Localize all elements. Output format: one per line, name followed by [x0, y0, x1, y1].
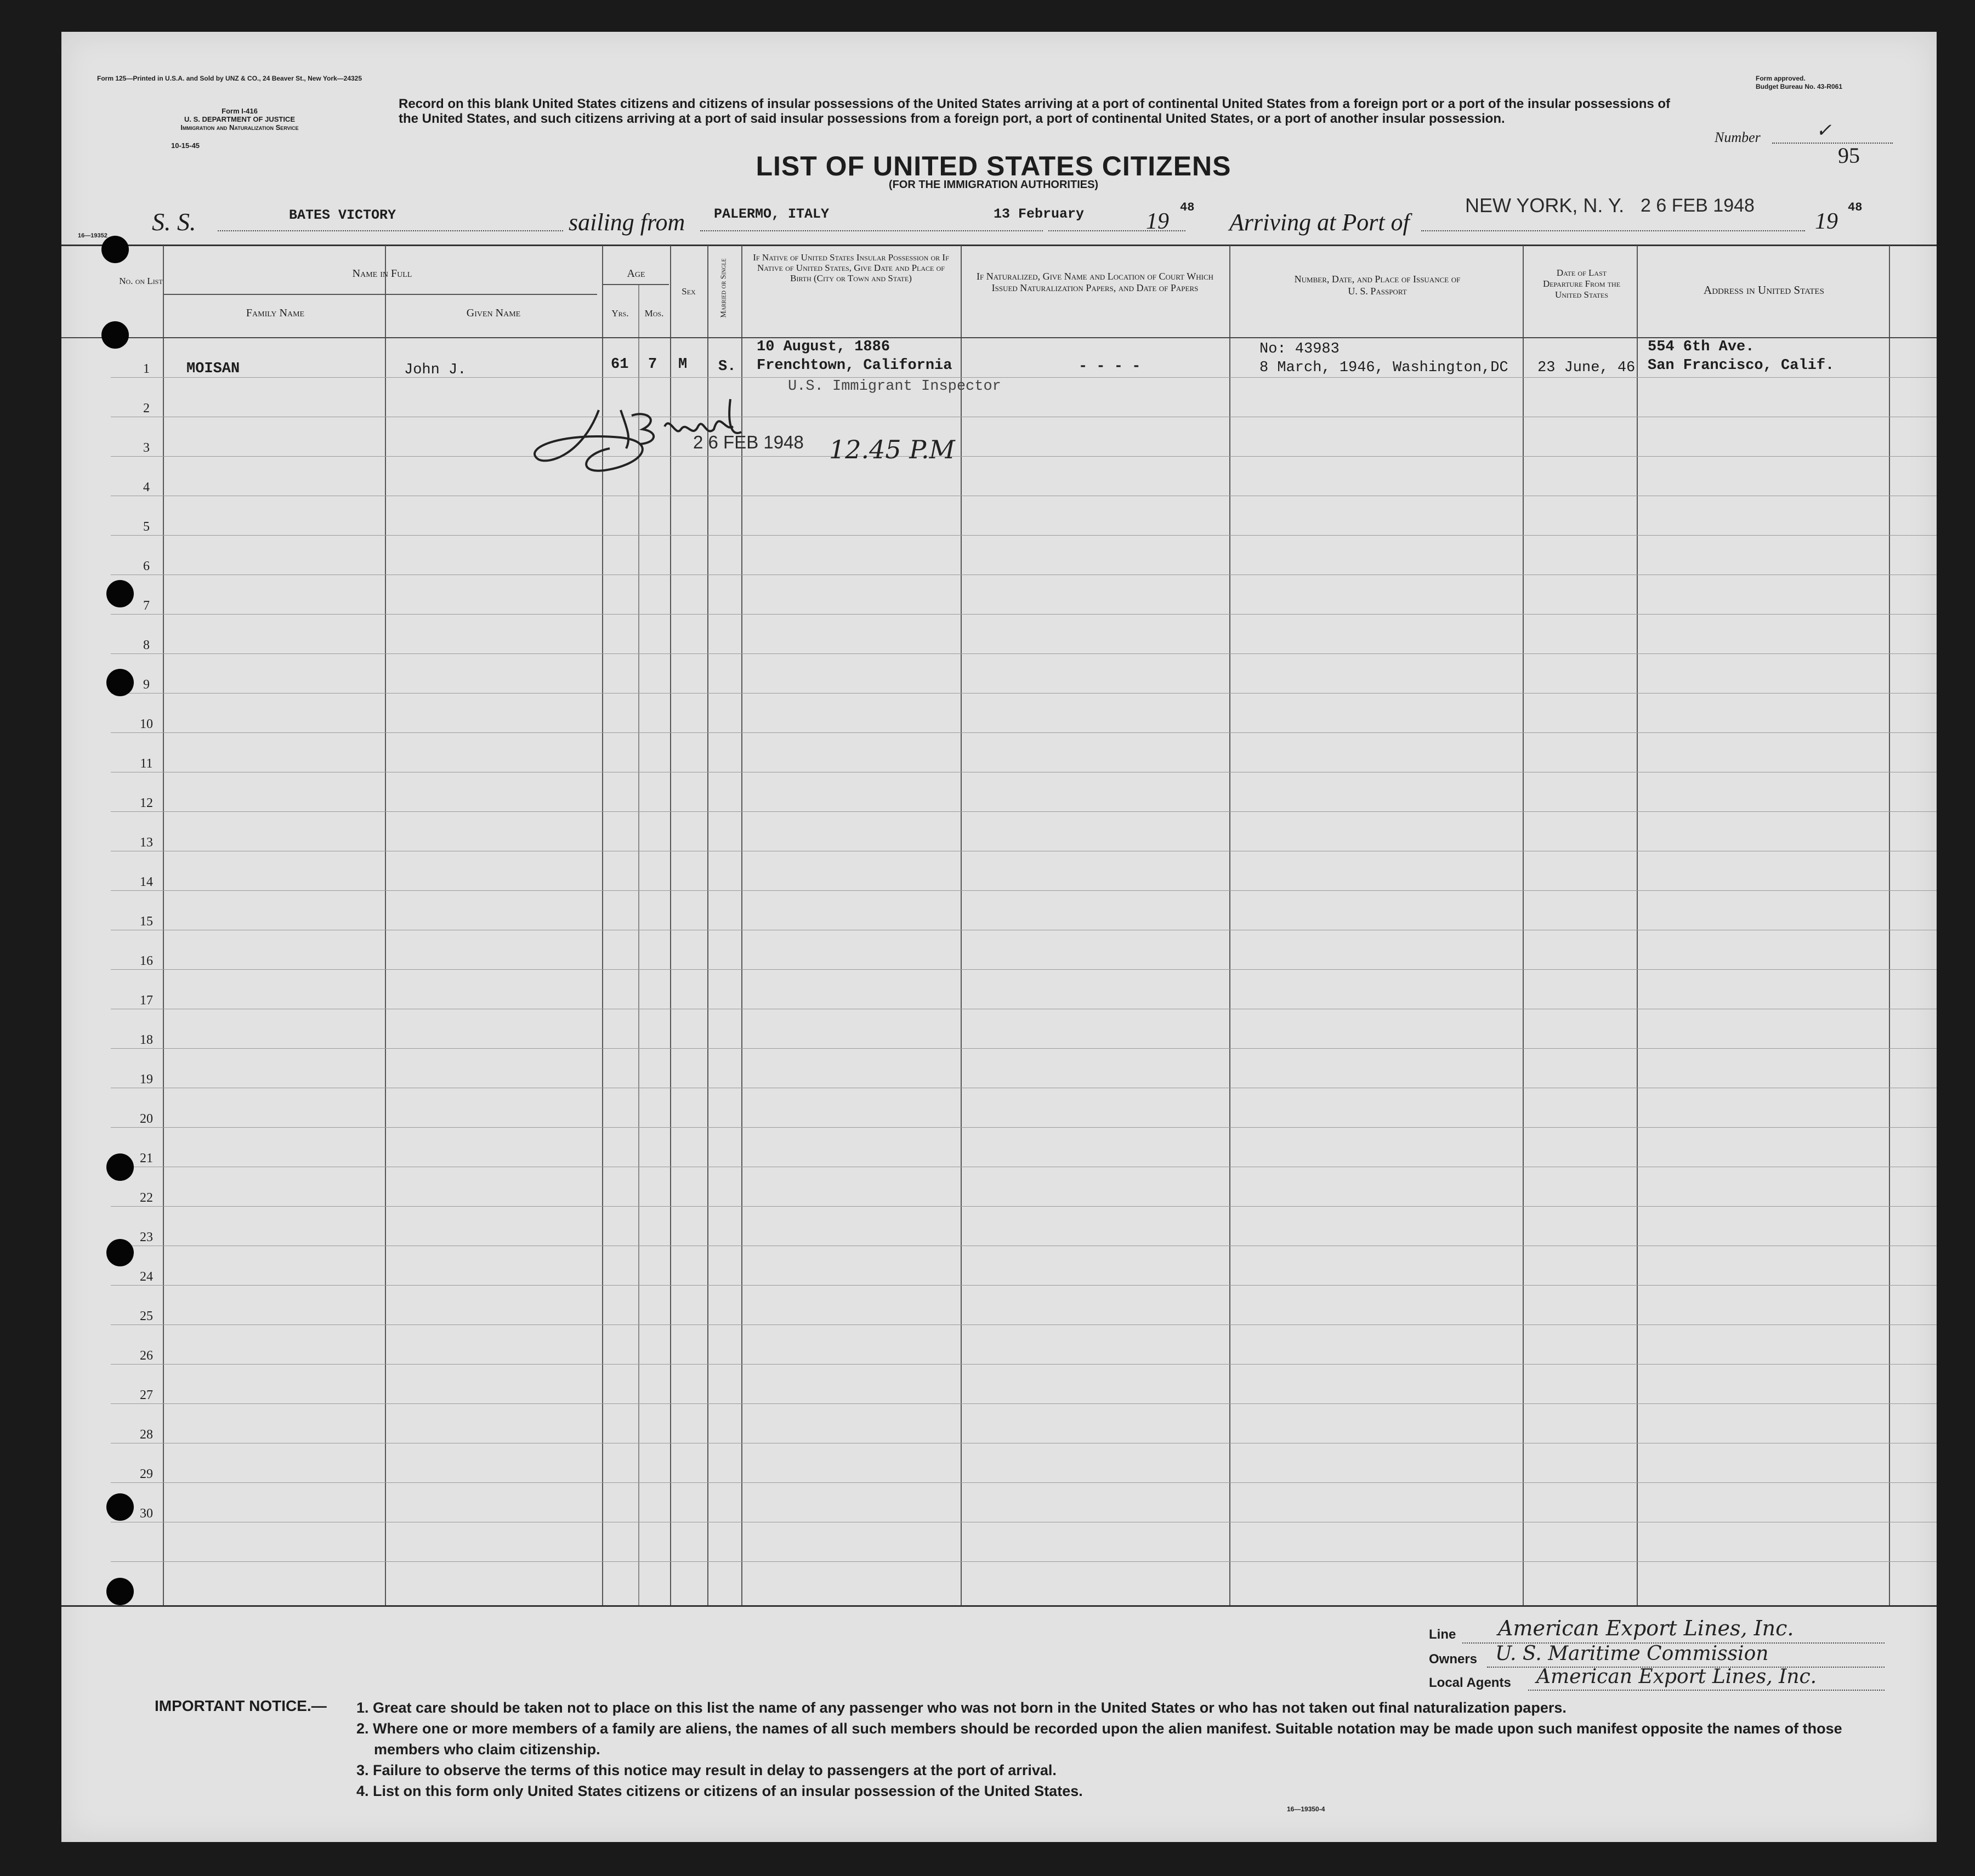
row-number: 15: [140, 914, 153, 929]
row-rule: [111, 535, 1937, 536]
binder-hole: [106, 1578, 134, 1605]
col-name-in-full: Name in Full: [352, 268, 412, 280]
inspection-date-stamp: 2 6 FEB 1948: [693, 432, 804, 452]
col-address: Address in United States: [1704, 283, 1824, 297]
department: U. S. DEPARTMENT OF JUSTICE: [184, 115, 295, 123]
row-number: 11: [140, 757, 153, 771]
row-rule: [111, 1403, 1937, 1404]
row-number: 28: [140, 1428, 153, 1442]
row-rule: [111, 811, 1937, 812]
binder-hole: [106, 669, 134, 696]
ship-line: [218, 230, 563, 231]
ss-label: S. S.: [152, 208, 196, 236]
port-from: PALERMO, ITALY: [714, 206, 830, 222]
col-marital-cell: [707, 246, 741, 337]
age-months-cell: 7: [648, 356, 657, 373]
form-edition: 10-15-45: [171, 141, 200, 150]
number-check-mark: ✓: [1816, 120, 1832, 141]
form-approval: [1756, 75, 1842, 91]
instruction-text: Record on this blank United States citizens and citizens of insular possessions of the United States arriving at a port of continental United States from a foreign port or a port of the insular possessions of the United States, and such citizens arriving at a port of said insular possessions from a foreign port, a port of continental United States, or a port of another insular possession.: [399, 96, 1671, 126]
table-top-rule: [61, 245, 1937, 246]
binder-hole: [101, 321, 129, 349]
page-title: LIST OF UNITED STATES CITIZENS: [756, 151, 1231, 181]
row-rule: [111, 969, 1937, 970]
list-number: 95: [1838, 143, 1860, 168]
agents-value: American Export Lines, Inc.: [1536, 1665, 1817, 1688]
agents-underline: [1528, 1690, 1885, 1691]
binder-hole: [106, 580, 134, 607]
form-id: Form I-416: [222, 107, 258, 115]
service: Immigration and Naturalization Service: [180, 123, 299, 132]
row-number: 7: [143, 599, 150, 613]
date-from: 13 February: [994, 206, 1085, 222]
notice-item-4: 4. List on this form only United States citizens or citizens of an insular possession of the United States.: [356, 1783, 1083, 1799]
row-rule: [111, 732, 1937, 733]
inspection-time-note: 12.45 P.M: [829, 435, 955, 464]
side-code: 16—19352: [78, 232, 107, 239]
col-line-9: [1229, 246, 1230, 1605]
birth-place-cell: Frenchtown, California: [757, 357, 952, 374]
row-number: 5: [143, 520, 150, 534]
row-number: 14: [140, 875, 153, 889]
year-prefix-from: 19: [1146, 209, 1169, 234]
col-mos: Mos.: [644, 308, 664, 319]
row-rule: [111, 1285, 1937, 1286]
row-number: 16: [140, 954, 153, 968]
row-rule: [111, 377, 1937, 378]
marital-cell: S.: [718, 359, 736, 375]
form-block: [144, 107, 336, 150]
col-sex: Sex: [682, 286, 696, 297]
inspector-stamp: U.S. Immigrant Inspector: [788, 378, 1001, 395]
age-subrule: [603, 284, 669, 285]
family-name-cell: MOISAN: [186, 361, 240, 377]
row-rule: [111, 456, 1937, 457]
row-number: 12: [140, 796, 153, 810]
col-passport: Number, Date, and Place of Issuance of U. S. Passport: [1294, 274, 1461, 297]
row-number: 2: [143, 401, 150, 416]
row-number: 23: [140, 1230, 153, 1244]
row-number: 20: [140, 1112, 153, 1126]
row-number: 8: [143, 638, 150, 652]
row-rule: [111, 1206, 1937, 1207]
row-rule: [111, 1324, 1937, 1325]
row-number: 4: [143, 480, 150, 494]
budget-text: Budget Bureau No. 43-R061: [1756, 83, 1843, 90]
port-from-line: [700, 230, 1043, 231]
row-number: 26: [140, 1349, 153, 1363]
row-number: 3: [143, 441, 150, 455]
header-bottom-rule: [61, 337, 1937, 338]
given-name-cell: John J.: [404, 362, 467, 378]
owners-value: U. S. Maritime Commission: [1495, 1642, 1769, 1665]
col-line-2: [385, 246, 386, 1605]
row-rule: [111, 1127, 1937, 1128]
table-bottom-rule: [61, 1605, 1937, 1607]
row-number: 25: [140, 1309, 153, 1323]
row-rule: [111, 614, 1937, 615]
address-line1-cell: 554 6th Ave.: [1648, 339, 1755, 355]
notice-item-3: 3. Failure to observe the terms of this notice may result in delay to passengers at the port of arrival.: [356, 1762, 1057, 1778]
number-line: [1772, 143, 1893, 144]
line-label: Line: [1429, 1627, 1456, 1642]
row-rule: [111, 1364, 1937, 1365]
col-naturalized: If Naturalized, Give Name and Location of Court Which Issued Naturalization Papers, and Date of Papers: [976, 271, 1214, 293]
binder-hole: [106, 1239, 134, 1266]
number-label: Number: [1715, 129, 1761, 145]
row-number: 17: [140, 993, 153, 1008]
col-line-10: [1523, 246, 1524, 1605]
port-to-line: [1421, 230, 1805, 231]
row-number: 9: [143, 678, 150, 692]
birth-date-cell: 10 August, 1886: [757, 339, 890, 355]
binder-hole: [106, 1493, 134, 1521]
year-from: 48: [1180, 201, 1195, 214]
port-to: NEW YORK, N. Y.: [1465, 194, 1625, 217]
address-line2-cell: San Francisco, Calif.: [1648, 357, 1835, 374]
approval-text: Form approved.: [1756, 75, 1806, 82]
row-number: 24: [140, 1270, 153, 1284]
bottom-code: 16—19350-4: [1287, 1805, 1325, 1813]
row-number: 27: [140, 1388, 153, 1402]
row-number: 18: [140, 1033, 153, 1047]
name-subrule: [164, 294, 597, 295]
col-age: Age: [627, 268, 645, 280]
col-married-or-single: Married or Single: [719, 258, 728, 318]
row-number: 1: [143, 362, 150, 376]
naturalization-cell: - - - -: [1079, 359, 1141, 375]
year-to: 48: [1848, 201, 1863, 214]
col-given-name: Given Name: [466, 307, 521, 319]
col-line-8: [961, 246, 962, 1605]
agents-label: Local Agents: [1429, 1675, 1511, 1690]
arriving-label: Arriving at Port of: [1229, 209, 1410, 236]
last-departure-cell: 23 June, 46: [1537, 360, 1636, 376]
row-number: 22: [140, 1191, 153, 1205]
sex-cell: M: [678, 356, 688, 373]
page-subtitle: (FOR THE IMMIGRATION AUTHORITIES): [888, 179, 1099, 191]
row-rule: [111, 1048, 1937, 1049]
ship-name: BATES VICTORY: [289, 207, 396, 223]
col-line-11: [1637, 246, 1638, 1605]
col-native: If Native of United States Insular Possession or If Native of United States, Give Date and Place of Birth (City or Town and State): [753, 252, 949, 283]
sailing-from-label: sailing from: [569, 209, 685, 236]
row-number: 19: [140, 1072, 153, 1087]
passport-issue-cell: 8 March, 1946, Washington,DC: [1259, 360, 1508, 376]
binder-hole: [106, 1153, 134, 1181]
row-number: 13: [140, 835, 153, 850]
form-printer-line: Form 125—Printed in U.S.A. and Sold by UNZ & CO., 24 Beaver St., New York—24325: [97, 75, 362, 82]
year-prefix-to: 19: [1815, 209, 1838, 234]
notice-list: [356, 1697, 1903, 1801]
row-rule: [111, 890, 1937, 891]
owners-label: Owners: [1429, 1652, 1478, 1667]
line-value: American Export Lines, Inc.: [1498, 1616, 1794, 1640]
col-last-departure: Date of Last Departure From the United States: [1542, 268, 1621, 300]
notice-item-2: 2. Where one or more members of a family are aliens, the names of all such members should be recorded upon the alien manifest. Suitable notation may be made upon such manifest opposite the names of those members who claim citizenship.: [356, 1720, 1842, 1758]
notice-item-1: 1. Great care should be taken not to place on this list the name of any passenger who was not born in the United States or who has not taken out final naturalization papers.: [356, 1699, 1567, 1716]
row-number: 21: [140, 1151, 153, 1166]
manifest-page: [61, 32, 1937, 1842]
binder-hole: [101, 236, 129, 263]
col-line-12: [1889, 246, 1890, 1605]
notice-heading: IMPORTANT NOTICE.—: [155, 1697, 327, 1714]
row-rule: [111, 1482, 1937, 1483]
arrival-stamp: 2 6 FEB 1948: [1641, 195, 1755, 216]
row-rule: [111, 653, 1937, 654]
col-no-on-list: No. on List: [119, 276, 163, 286]
row-rule: [111, 1561, 1937, 1562]
age-years-cell: 61: [611, 356, 629, 373]
col-family-name: Family Name: [246, 307, 305, 319]
row-number: 30: [140, 1507, 153, 1521]
row-number: 6: [143, 559, 150, 573]
col-yrs: Yrs.: [611, 308, 629, 319]
passport-number-cell: No: 43983: [1259, 341, 1340, 357]
row-number: 29: [140, 1467, 153, 1481]
row-number: 10: [140, 717, 153, 731]
